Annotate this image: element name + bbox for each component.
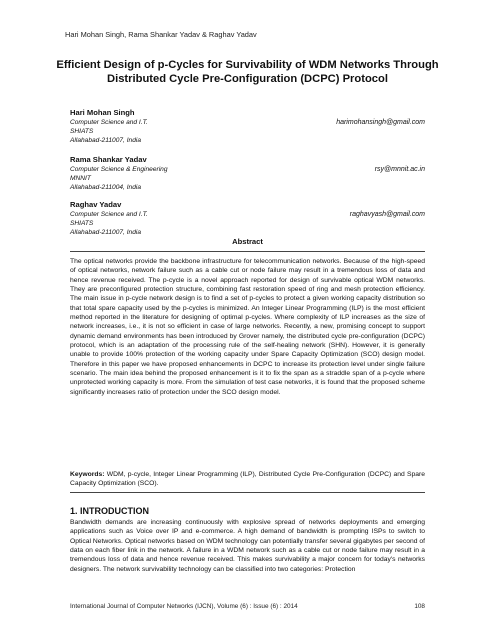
author-inst: SHIATS: [70, 128, 94, 135]
intro-text: Bandwidth demands are increasing continuously with explosive spread of networks deployments and emerging applications such as Voice over IP and e-commerce. A high demand of bandwidth is prompting ISPs to switch to Optical Networks. Optical networks based on WDM technology can potentially transfer several gigabytes per second of data on each fiber link in the network. A failure in a WDM network such as a cable cut or node failure may result in a tremendous loss of data and hence revenue received. This makes survivability a major concern for today's networks designers. The network survivability technology can be classified into two categories: Protection: [70, 519, 425, 573]
divider: [70, 251, 425, 252]
author-dept: Computer Science & Engineering: [70, 166, 168, 173]
running-header: Hari Mohan Singh, Rama Shankar Yadav & Raghav Yadav: [65, 30, 257, 39]
author-city: Allahabad-211004, India: [70, 184, 142, 191]
keywords: [70, 470, 425, 489]
author-name: Hari Mohan Singh: [70, 108, 135, 117]
abstract-text: The optical networks provide the backbone infrastructure for telecommunication networks. Because of the high-speed of optical networks, network failure such as a cable cut or node failure may result in a tremendous loss of data and hence revenue received. The p-cycle is a novel approach reported for design of survivable optical WDM networks. They are preconfigured protection structure, combining fast restoration speed of ring and mesh protection efficiency. The main issue in p-cycle network design is to find a set of p-cycles to protect a given working capacity distribution so that total spare capacity used by the p-cycles is minimized. An Integer Linear Programming (ILP) is the most efficient method reported in the literature for designing of optimal p-cycles. Where complexity of ILP increases as the size of network increases, i.e., it is not so efficient in case of large networks. Recently, a new, promising concept to support dynamic demand environments has been introduced by Grover namely, the distributed cycle pre-configuration (DCPC) protocol, which is an adaptation of the processing rule of the self-healing network (SHN). However, it is generally unable to provide 100% protection of the working capacity under Spare Capacity Optimization (SCO) design model. Therefore in this paper we have proposed enhancements in DCPC to increase its protection level under single failure scenario. The main idea behind the proposed enhancement is it to fix the span as a straddle span of a p-cycle where unprotected working capacity is more. From the simulation of test case networks, it is found that the proposed scheme significantly increases ratio of protection under the SCO design model.: [70, 258, 425, 396]
author-email[interactable]: harimohansingh@gmail.com: [336, 119, 425, 126]
author-inst: SHIATS: [70, 220, 94, 227]
author-dept: Computer Science and I.T.: [70, 119, 148, 126]
keywords-text: WDM, p-cycle, Integer Linear Programming (ILP), Distributed Cycle Pre-Configuration (DCPC) and Spare Capacity Optimization (SCO).: [70, 471, 425, 488]
author-name: Rama Shankar Yadav: [70, 155, 147, 164]
author-inst: MNNIT: [70, 175, 91, 182]
divider: [70, 492, 425, 493]
author-block: [70, 155, 425, 192]
page-number: 108: [414, 603, 425, 610]
author-block: [70, 108, 425, 145]
author-email[interactable]: raghavyash@gmail.com: [349, 211, 425, 218]
author-dept: Computer Science and I.T.: [70, 211, 148, 218]
author-city: Allahabad-211007, India: [70, 137, 142, 144]
paper-title: Efficient Design of p-Cycles for Survivability of WDM Networks Through Distributed Cycle Pre-Configuration (DCPC) Protocol: [56, 59, 439, 85]
page-footer: [70, 603, 425, 610]
abstract-heading: Abstract: [232, 237, 263, 246]
author-email[interactable]: rsy@mnnit.ac.in: [374, 166, 425, 173]
keywords-label: Keywords:: [70, 471, 105, 478]
author-name: Raghav Yadav: [70, 200, 122, 209]
journal-citation: International Journal of Computer Networks (IJCN), Volume (6) : Issue (6) : 2014: [70, 603, 298, 610]
author-city: Allahabad-211007, India: [70, 229, 142, 236]
author-block: [70, 200, 425, 237]
section-heading: 1. INTRODUCTION: [70, 506, 150, 516]
